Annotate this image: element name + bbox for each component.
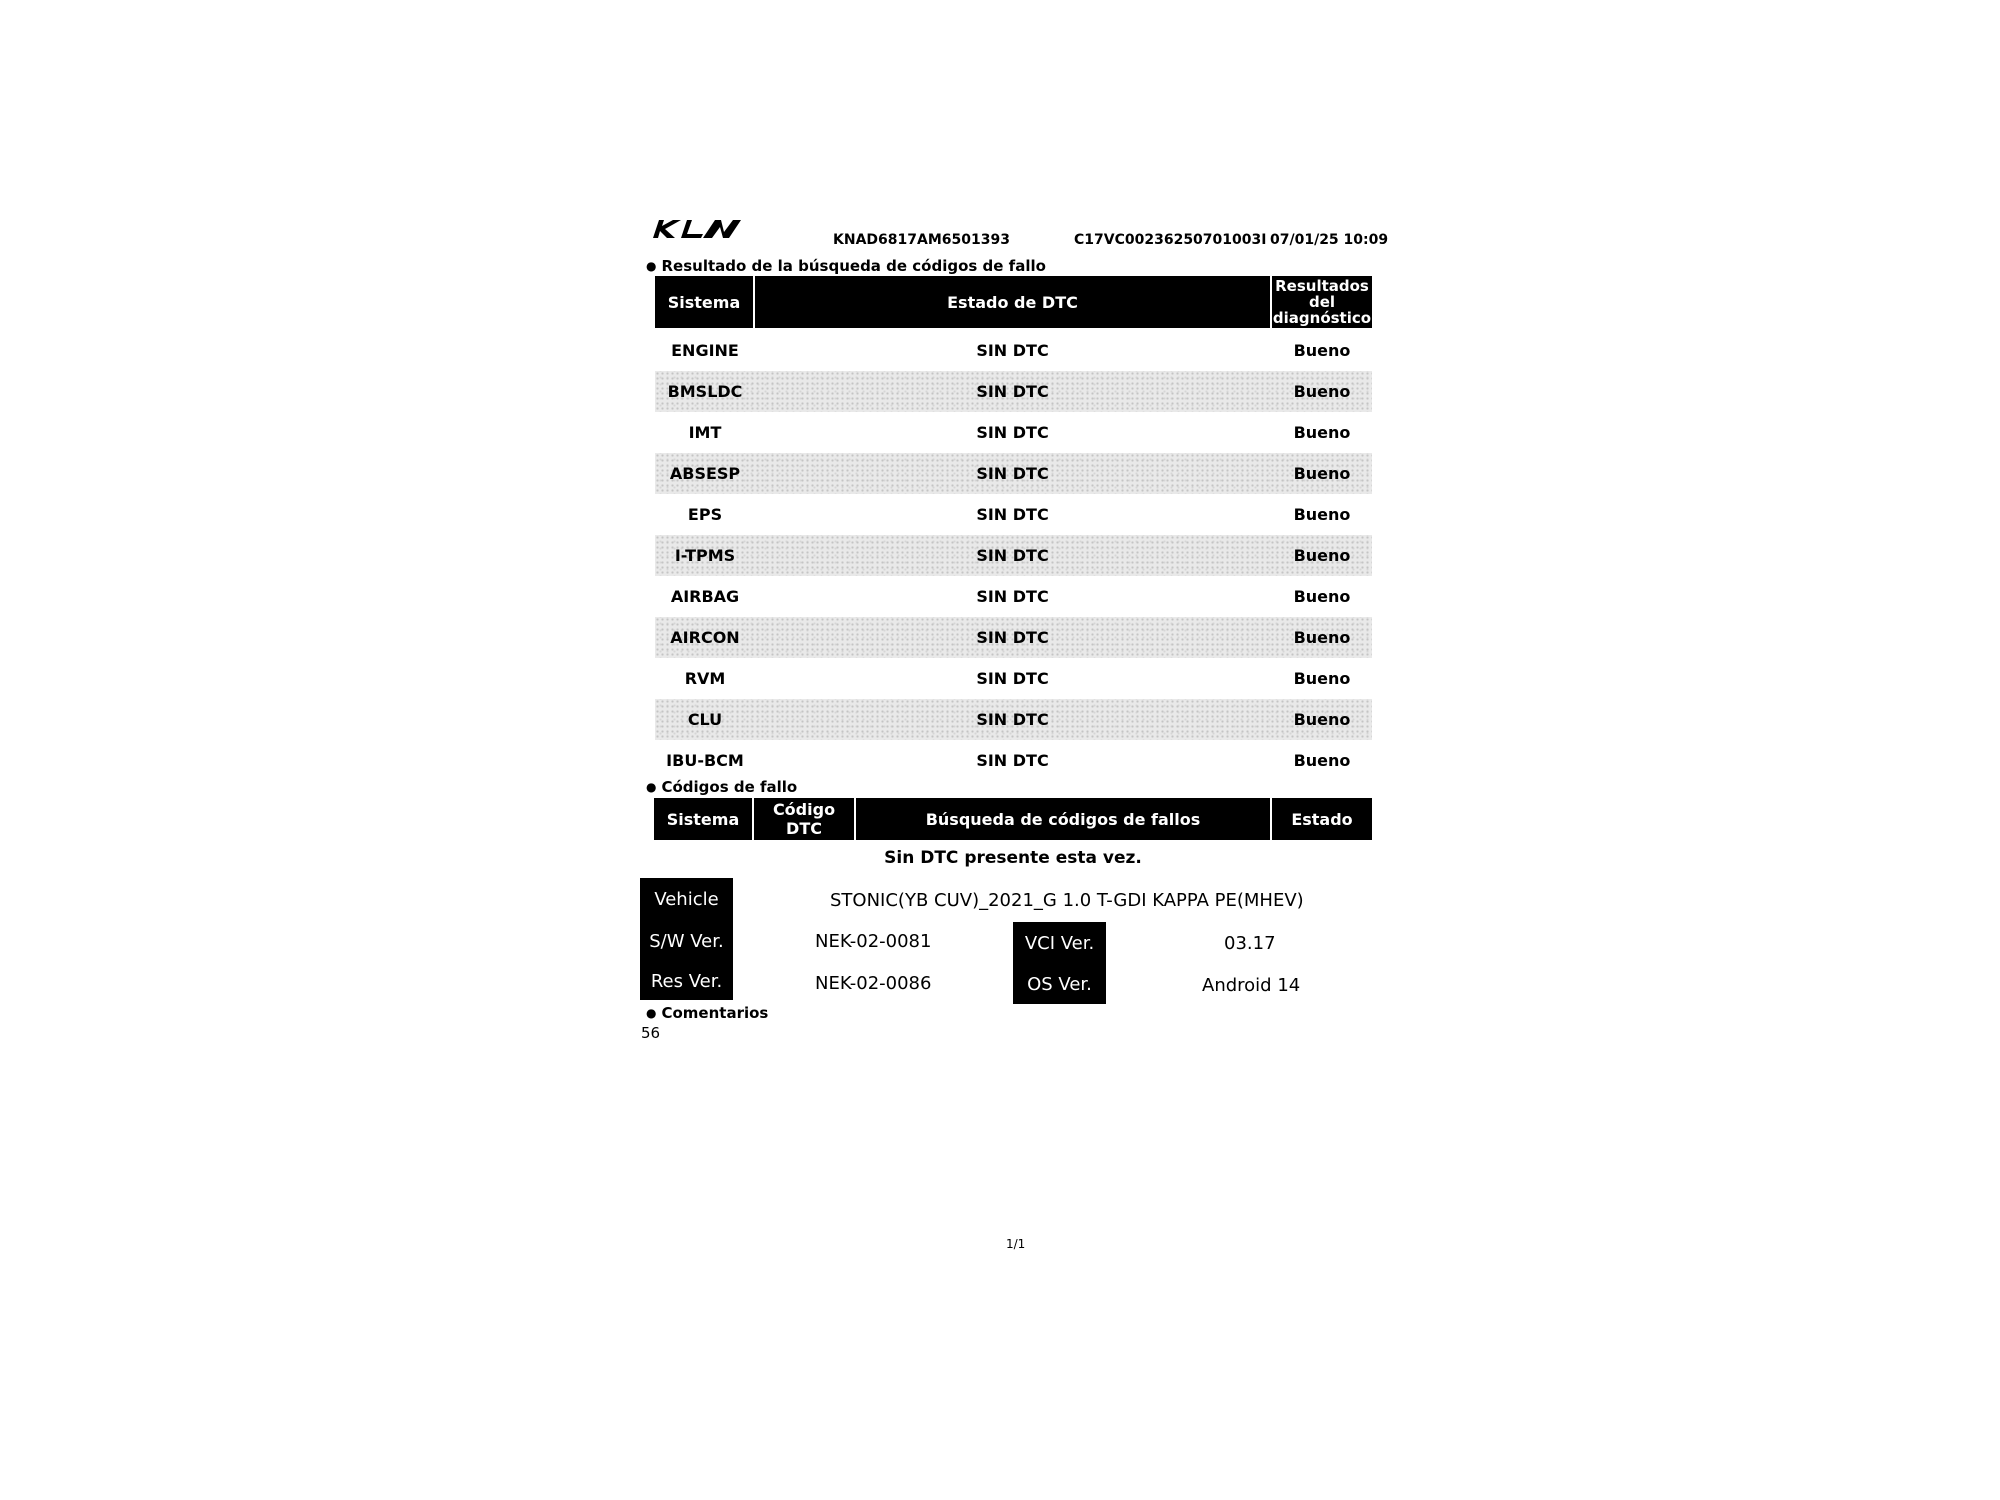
result-cell: Bueno (1293, 710, 1351, 729)
dtc-status-cell: SIN DTC (976, 382, 1049, 401)
system-cell: BMSLDC (667, 382, 743, 401)
os-version-value: Android 14 (1202, 975, 1301, 996)
section-title-comments: ● Comentarios (646, 1004, 769, 1022)
vci-version-label: VCI Ver. (1013, 922, 1106, 964)
vehicle-value: STONIC(YB CUV)_2021_G 1.0 T-GDI KAPPA PE(MHEV) (830, 890, 1304, 911)
system-cell: AIRCON (670, 628, 740, 647)
table-row (655, 576, 1372, 617)
dtc-status-cell: SIN DTC (976, 669, 1049, 688)
dtc-status-cell: SIN DTC (976, 546, 1049, 565)
column-header-state: Estado (1272, 798, 1372, 840)
table-row (655, 658, 1372, 699)
system-cell: ENGINE (671, 341, 739, 360)
column-header-dtc-status: Estado de DTC (755, 276, 1270, 328)
system-cell: CLU (687, 710, 723, 729)
no-dtc-message: Sin DTC presente esta vez. (884, 848, 1142, 868)
sw-version-label: S/W Ver. (640, 920, 733, 962)
system-cell: RVM (684, 669, 726, 688)
os-version-label: OS Ver. (1013, 964, 1106, 1004)
dtc-status-cell: SIN DTC (976, 710, 1049, 729)
column-header-system: Sistema (655, 276, 753, 328)
vin-number: KNAD6817AM6501393 (833, 232, 1010, 248)
column-header-dtc-code: Código DTC (754, 798, 854, 840)
column-header-system: Sistema (654, 798, 752, 840)
result-cell: Bueno (1293, 341, 1351, 360)
dtc-status-cell: SIN DTC (976, 587, 1049, 606)
system-cell: ABSESP (669, 464, 741, 483)
table-row (655, 740, 1372, 781)
column-header-fault-search: Búsqueda de códigos de fallos (856, 798, 1270, 840)
result-cell: Bueno (1293, 751, 1351, 770)
table-row (655, 535, 1372, 576)
table-row (655, 412, 1372, 453)
kia-logo (651, 218, 743, 240)
system-cell: I-TPMS (674, 546, 736, 565)
section-title-dtc-search: ● Resultado de la búsqueda de códigos de fallo (646, 257, 1046, 275)
result-cell: Bueno (1293, 464, 1351, 483)
result-cell: Bueno (1293, 423, 1351, 442)
bullet-icon: ● (646, 1006, 657, 1020)
result-cell: Bueno (1293, 628, 1351, 647)
table-row (655, 494, 1372, 535)
result-cell: Bueno (1293, 505, 1351, 524)
comment-text: 56 (641, 1024, 661, 1042)
vci-version-value: 03.17 (1224, 933, 1276, 954)
dtc-status-cell: SIN DTC (976, 341, 1049, 360)
system-cell: AIRBAG (670, 587, 740, 606)
dtc-status-cell: SIN DTC (976, 628, 1049, 647)
system-cell: IMT (688, 423, 722, 442)
bullet-icon: ● (646, 780, 657, 794)
table-row (655, 371, 1372, 412)
result-cell: Bueno (1293, 669, 1351, 688)
result-cell: Bueno (1293, 587, 1351, 606)
table-row (655, 453, 1372, 494)
report-timestamp: 07/01/25 10:09 (1270, 232, 1389, 248)
dtc-status-cell: SIN DTC (976, 751, 1049, 770)
res-version-label: Res Ver. (640, 962, 733, 1000)
system-cell: IBU-BCM (666, 751, 744, 770)
sw-version-value: NEK-02-0081 (815, 931, 932, 952)
section-title-fault-codes: ● Códigos de fallo (646, 778, 798, 796)
column-header-diagnosis-result: Resultados del diagnóstico (1272, 277, 1372, 327)
dtc-status-cell: SIN DTC (976, 505, 1049, 524)
table-row (655, 330, 1372, 371)
vehicle-label: Vehicle (640, 878, 733, 920)
res-version-value: NEK-02-0086 (815, 973, 932, 994)
report-code: C17VC00236250701003I (1074, 232, 1267, 248)
result-cell: Bueno (1293, 382, 1351, 401)
bullet-icon: ● (646, 259, 657, 273)
dtc-status-cell: SIN DTC (976, 464, 1049, 483)
dtc-status-cell: SIN DTC (976, 423, 1049, 442)
page-number: 1/1 (1006, 1237, 1026, 1251)
table-row (655, 617, 1372, 658)
table-row (655, 699, 1372, 740)
result-cell: Bueno (1293, 546, 1351, 565)
system-cell: EPS (687, 505, 723, 524)
